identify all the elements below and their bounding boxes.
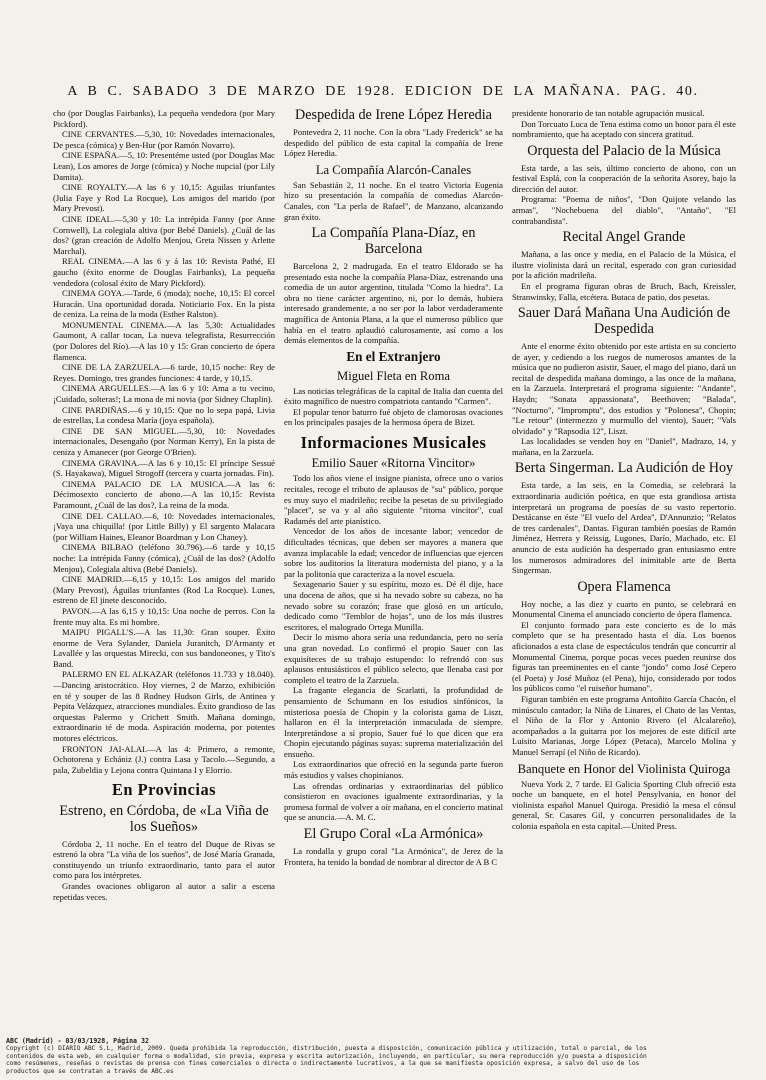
footer-copyright-line: contenidos de esta web, en cualquier forma o modalidad, sin previa, expresa y escrita autorización, incluyendo, en particular, su mera reproducción y/o puesta a disposición [6,1052,647,1060]
article-paragraph: La fragante elegancia de Scarlatti, la profundidad de pensamiento de Schumann en los estudios sinfónicos, la misteriosa poesía de Chopin y la colorista gama de Liszt, hallaron en él la interpretación inmaculada de siempre. Interpretándose a sí propio, Sauer fué lo que dicen que era Chopin ejecutando páginas suyas: suprema materialización del ensueño. [284,685,503,759]
headline-orquesta-palacio: Orquesta del Palacio de la Música [527,142,721,159]
article-paragraph: presidente honorario de tan notable agrupación musical. [512,108,705,118]
listing-item: CINE MADRID.—6,15 y 10,15: Los amigos del marido (Mary Prevost), Águilas triunfantes (Rod La Rocque). Lunes, estreno de El jinete desconocido. [53,574,275,606]
listing-item: REAL CINEMA.—A las 6 y á las 10: Revista Pathé, El gaucho (éxito enorme de Douglas Fairbanks), La pequeña vendedora (colosal éxito de Mary Pickford). [53,256,275,288]
article-paragraph: Grandes ovaciones obligaron al autor a salir a escena repetidas veces. [53,880,275,902]
listing-item: CINE CERVANTES.—5,30, 10: Novedades internacionales, De pesca (cómica) y Ben-Hur (por Ramón Novarro). [53,129,275,150]
listing-item: CINEMA PALACIO DE LA MUSICA.—A las 6: Décimosexto concierto de abono.—A las 10,15: Revista Paramount, ¿Cuál de las dos?, La reina de la moda. [53,478,275,510]
article-paragraph: Las noticias telegráficas de la capital de Italia dan cuenta del éxito magnífico de nuestro compatriota cantando "Carmen". [284,385,503,407]
headline-despedida: Despedida de Irene López Heredia [295,107,492,123]
listing-item: CINE DE SAN MIGUEL.—5,30, 10: Novedades internacionales, Desengaño (por Norman Kerry), En la pista de ceniza y Amanecer (por George O'Brien). [53,425,275,457]
headline-grupo-coral: El Grupo Coral «La Armónica» [303,826,484,843]
article-paragraph: Todo los años viene el insigne pianista, ofrece uno o varios recitales, recoge el tributo de aplausos de "su" público, porque es muy suyo el madrileño; recibe la pesetas de su privilegiado "placet", se va y al año siguiente "ritorna vincitor", cual Radamés del arte pianístico. [284,473,503,526]
listing-item: PALERMO EN EL ALKAZAR (teléfonos 11.733 y 18.040).—Dancing aristocrático. Hoy viernes, 2 de Marzo, exhibición en té y souper de las 8 Rodney Hudson Girls, de Antinea y Pepita Velázquez, atracciones mundiales. Éxito grandioso de las orquestas Palermo y Crichett Smith. Mañana domingo, extraordinario té de moda. Aspiración moderna, por potentes motores eléctricos. [53,669,275,744]
headline-banquete-quiroga: Banquete en Honor del Violinista Quiroga [517,761,731,776]
headline-berta-singerman: Berta Singerman. La Audición de Hoy [514,460,734,477]
section-heading-en-provincias: En Provincias [111,780,217,800]
footer-copyright-line: Copyright (c) DIARIO ABC S.L, Madrid, 2009. Queda prohibida la reproducción, distribución, puesta a disposición, comunicación pública y utilización, total o parcial, de los [6,1045,647,1053]
listing-item: MONUMENTAL CINEMA.—A las 5,30: Actualidades Gaumont, A callar tocan, La nueva telegrafista, Resurrección (por Dolores del Río).—A las 10 y 15: Gran concierto de ópera flamenca. [53,319,275,362]
article-paragraph: Vencedor de los años de incesante labor; vencedor de dificultades técnicas, que deben ser mayores a manera que avanza implacable la edad; vencedor de influencias que ejercen sobre los auditorios la literatura modernista del piano, y a la par la politonía que caracteriza a la novel escuela. [284,526,503,579]
listing-item: CINEMA GRAVINA.—A las 6 y 10,15: El príncipe Sessué (S. Hayakawa), Miguel Strogoff (tercera y cuarta jornadas. Fin). [53,457,275,479]
article-paragraph: El popular tenor baturro fué objeto de clamorosas ovaciones en los principales pasajes de la hermosa ópera de Bizet. [284,406,503,428]
listing-item: CINEMA BILBAO (teléfono 30.796).—6 tarde y 10,15 noche: La intrépida Fanny (cómica), ¿Cuál de las dos? (Adolfo Menjou), Colegiala altiva (Bebé Daniels). [53,542,275,574]
article-paragraph: Don Torcuato Luca de Tena estima como un honor para él este nombramiento, que ha aceptado con sincera gratitud. [512,118,736,140]
headline-estreno-cordoba: Estreno, en Córdoba, de «La Viña de los Sueños» [59,802,269,835]
article-paragraph: El conjunto formado para este concierto es de lo más completo que se ha presentado hasta el día. Los buenos aficionados a esta clase de espectáculos tendrán que concurrir al Monumental Cinema, porque pocas veces pueden reunirse dos figuras tan preeminentes en el cante "jondo" como José Cepero (el Poeta) y José Muñoz (el Pena), hijo, considerado por todos los públicos como "el ruiseñor humano". [512,619,736,694]
headline-alarcon-canales: La Compañía Alarcón-Canales [315,162,472,177]
article-paragraph: La rondalla y grupo coral "La Armónica", de Jerez de la Frontera, ha tenido la bondad de nombrar al director de A B C [284,845,503,867]
listing-item: CINE ROYALTY.—A las 6 y 10,15: Aguilas triunfantes (Julia Faye y Rod La Rocque), Los amigos del marido (por Mary Prevost). [53,182,275,214]
headline-plana-diaz: La Compañía Plana-Díaz, en Barcelona [311,225,476,258]
listing-item: PAVON.—A las 6,15 y 10,15: Una noche de perros. Con la frente muy alta. Es mi hombre. [53,605,275,627]
listing-item: cho (por Douglas Fairbanks), La pequeña vendedora (por Mary Pickford). [53,108,275,129]
article-paragraph: Sexagenario Sauer y su espíritu, mozo es. Dé él dije, hace una docena de años, que si ha nevado sobre su cabeza, no ha nevado sobre su corazón; frase que glosó en un artículo, dedicado como "Temblor de hojas", uno de los más ilustres escritores, el malogrado Ortega Munilla. [284,579,503,632]
column-2 [284,108,503,867]
article-paragraph: Programa: "Poema de niños", "Don Quijote velando las armas", "Nochebuena del diablo", "Antaño", "El contrabandista". [512,194,736,226]
copyright-footer [6,1038,762,1075]
footer-source: ABC (Madrid) - 03/03/1928, Página 32 [6,1037,149,1045]
article-paragraph: Mañana, a las once y media, en el Palacio de la Música, el ilustre violinista dará un recital, esperado con gran curiosidad por la afición madrileña. [512,249,736,281]
listing-item: CINEMA ARGUELLES.—A las 6 y 10: Ama a tu vecino, ¡Cuidado, solteras!; La mona de mi novia (por Sidney Chaplin). [53,383,275,405]
article-paragraph: Hoy noche, a las diez y cuarto en punto, se celebrará en Monumental Cinema el anunciado concierto de ópera flamenca. [512,598,736,620]
listing-item: CINE ESPAÑA.—5, 10: Presentéme usted (por Douglas Mac Lean), Los amores de Jorge (cómica) y Noche nupcial (por Lily Damita). [53,150,275,182]
article-paragraph: Las localidades se venden hoy en "Daniel", Madrazo, 14, y mañana, en la Zarzuela. [512,436,736,457]
article-paragraph: Figuran también en este programa Antoñito García Chacón, el minúsculo cantador; la Niña de Linares, el Chato de las Ventas, el Niño de la Flor y Antonio Rivero (el Alcalareño), acompañados a la guitarra por los mejores de este difícil arte Luisito Marianas, Jorge López (Petaca), Marcelo Molina y Manuel Serrapí (el Niño de Ricardo). [512,693,736,757]
listing-item: CINEMA GOYA.—Tarde, 6 (moda); noche, 10,15: El corcel Huracán. Una oportunidad dorada. Noticiario Fox. En la pista de ceniza. La reina de la moda (Esther Ralston). [53,288,275,320]
page-header: A B C. SABADO 3 DE MARZO DE 1928. EDICION DE LA MAÑANA. PAG. 40. [67,84,699,99]
article-paragraph: San Sebastián 2, 11 noche. En el teatro Victoria Eugenia hizo su presentación la compañía de comedias Alarcón-Canales, con "La perla de Rafael", de Manzano, alcanzando gran éxito. [284,179,503,222]
section-heading-informaciones-musicales: Informaciones Musicales [300,432,487,452]
listing-item: FRONTON JAI-ALAI.—A las 4: Primero, a remonte, Ochotorena y Echániz (J.) contra Lasa y Tacolo.—Segundo, a pala, Zubeldia y Lejona contra Quintana I y Elorrio. [53,743,275,775]
article-paragraph: Los extraordinarios que ofreció en la segunda parte fueron más estudios y valses chopinianos. [284,759,503,781]
article-paragraph: Esta tarde, a las seis, en la Comedia, se celebrará la extraordinaria audición poética, en que esta grandiosa artista interpretará un programa de poesías de su vasto repertorio. Destácanse en éste "El vuelo del Ardea", D'Annunzio; "Relatos de tres cardenales", Dantas. Figuran también poesías de Ramón Jiménez, Herrera y Reissig, Lugones, Darío, Machado, etc. El anuncio de esta audición ha despertado gran entusiasmo entre los numerosos admiradores del inimitable arte de Berta Singerman. [512,480,736,576]
section-heading-extranjero: En el Extranjero [346,348,441,364]
listing-item: CINE DEL CALLAO.—6, 10: Novedades internacionales, ¡Vaya una chiquilla! (por Little Billy) y El sargento Malacara (por William Haines, Eleanor Boardman y Lon Chaney). [53,510,275,542]
article-paragraph: Pontevedra 2, 11 noche. Con la obra "Lady Frederick" se ha despedido del público de esta capital la compañía de Irene López Heredia. [284,126,503,159]
article-paragraph: Esta tarde, a las seis, último concierto de abono, con un festival Esplá, con la cooperación de la señorita Asorey, bajo la dirección del autor. [512,162,736,194]
headline-sauer-ritorna: Emilio Sauer «Ritorna Vincitor» [311,456,476,471]
article-paragraph: Decir lo mismo ahora sería una redundancia, pero no sería una gran novedad. Lo confirmó el propio Sauer con las exquisiteces de su trabajo estupendo: lo refrendó con sus aplausos entusiásticos el público selecto, que llenaba casi por completo el teatro de la Zarzuela. [284,632,503,685]
headline-recital-angel-grande: Recital Angel Grande [562,229,686,246]
headline-opera-flamenca: Opera Flamenca [577,578,671,595]
footer-copyright-line: productos que se contratan a través de ABC.es [6,1067,174,1075]
listing-item: CINE PARDIÑAS.—6 y 10,15: Que no lo sepa papá, Livia de estrellas, La condesa María (joya española). [53,404,275,426]
article-paragraph: Las ofrendas ordinarias y extraordinarias del público consistieron en ovaciones igualmente extraordinarias, y la promesa formal de volver a oír mañana, en el concierto matinal que se anuncia.—A. M. C. [284,780,503,823]
listing-item: CINE IDEAL.—5,30 y 10: La intrépida Fanny (por Anne Cornwell), La colegiala altiva (por Bebé Daniels). ¿Cuál de las dos? (gran creación de Adolfo Menjou, Greta Nissen y Arlette Marchal). [53,213,275,256]
article-paragraph: Córdoba 2, 11 noche. En el teatro del Duque de Rivas se estrenó la obra "La viña de los sueños", de José María Granada, constituyendo un triunfo extraordinario, tanto para el autor como para los intérpretes. [53,838,275,881]
article-paragraph: Ante el enorme éxito obtenido por este artista en su concierto de ayer, y cediendo a los ruegos de numerosos amantes de la música que no pudieron asistir, Sauer, el mago del piano, dará un recital de despedida mañana domingo, a las once de la mañana, en la Zarzuela. Interpretará el programa siguiente: "Andante", Haydn; "Sonata appassionata", Beethoven; "Balada", "Nocturno", "Impromptu", dos estudios y "Polonesa", Chopin; "Le retour" (intermezzo y murmullo del viento), Sauer; "Vals olvidado" y "Rapsodia 12", Liszt. [512,340,736,436]
article-paragraph: Nueva York 2, 7 tarde. El Galicia Sporting Club ofreció esta noche un banquete, en el hotel Pensylvania, en honor del violinista español Manuel Quiroga. Presidió la mesa el cónsul general, Sr. Casares Gil, y concurren personalidades de la colonia española en esta capital.—United Press. [512,778,736,831]
column-1 [53,108,275,902]
footer-copyright-line: como resúmenes, reseñas o revistas de prensa con fines comerciales o directa o indirectamente lucrativos, a la que se manifiesta oposición expresa, a salvo del uso de los [6,1060,640,1068]
headline-fleta: Miguel Fleta en Roma [337,368,450,383]
article-paragraph: Barcelona 2, 2 madrugada. En el teatro Eldorado se ha presentado esta noche la compañía Plana-Díaz, estrenando una comedia de un autor argentino, titulada "Como la hiedra". La obra no tiene carácter argentino, ni, por lo demás, hubiera interesado grandemente, a no ser por la labor verdaderamente magnífica de Antonia Plana, a la que el numeroso público que había en el teatro aplaudió calurosamente, así como a los demás elementos de la compañía. [284,260,503,346]
listing-item: CINE DE LA ZARZUELA.—6 tarde, 10,15 noche: Rey de Reyes. Domingo, tres grandes funciones: 4 tarde, y 10,15. [53,362,275,383]
listing-item: MAIPU PIGALL'S.—A las 11,30: Gran souper. Éxito enorme de Vera Sylander, Daniela Juranitch, D'Armanty et Lavallée y las orquestas Mirecki, con sus bandoneones, y Tito's Band. [53,627,275,669]
column-3 [512,108,736,832]
article-paragraph: En el programa figuran obras de Bruch, Bach, Kreissler, Stranwinsky, Falla, etcétera. Butaca de patio, dos pesetas. [512,280,736,302]
headline-sauer-despedida: Sauer Dará Mañana Una Audición de Despedida [517,305,731,338]
